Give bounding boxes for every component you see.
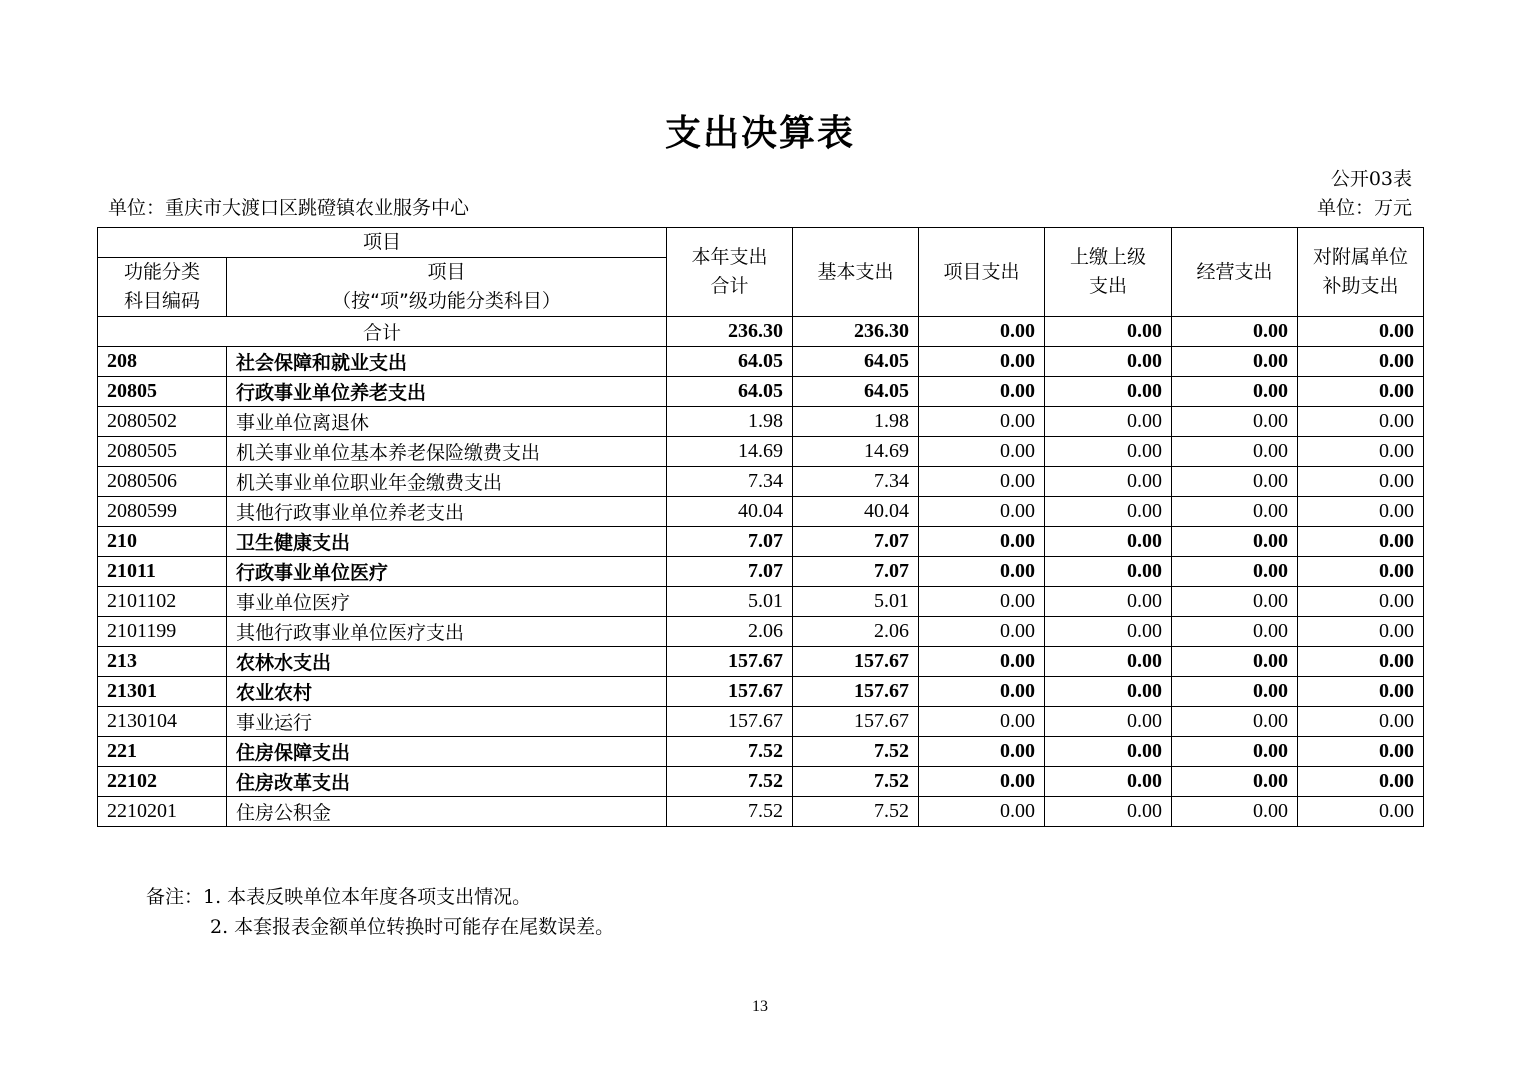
row-value: 0.00 xyxy=(1172,377,1298,407)
row-value: 0.00 xyxy=(1298,437,1424,467)
row-code: 213 xyxy=(98,647,227,677)
table-row xyxy=(98,467,1424,497)
row-code: 2130104 xyxy=(98,707,227,737)
row-code: 2101102 xyxy=(98,587,227,617)
row-name: 其他行政事业单位医疗支出 xyxy=(227,617,667,647)
row-value: 7.07 xyxy=(667,527,793,557)
row-value: 0.00 xyxy=(1172,497,1298,527)
row-value: 7.07 xyxy=(667,557,793,587)
row-value: 7.34 xyxy=(793,467,919,497)
row-value: 0.00 xyxy=(1045,377,1172,407)
row-value: 0.00 xyxy=(919,617,1045,647)
table-row xyxy=(98,617,1424,647)
row-value: 5.01 xyxy=(667,587,793,617)
header-project: 项目支出 xyxy=(919,228,1045,317)
row-value: 0.00 xyxy=(1045,407,1172,437)
row-value: 64.05 xyxy=(667,377,793,407)
total-cell: 236.30 xyxy=(667,317,793,347)
header-name: 项目 （按“项”级功能分类科目） xyxy=(227,258,667,317)
row-name: 住房改革支出 xyxy=(227,767,667,797)
row-value: 0.00 xyxy=(1045,347,1172,377)
row-value: 0.00 xyxy=(1045,617,1172,647)
row-value: 0.00 xyxy=(1298,557,1424,587)
row-value: 157.67 xyxy=(793,677,919,707)
row-value: 0.00 xyxy=(919,707,1045,737)
row-value: 0.00 xyxy=(1172,407,1298,437)
row-value: 0.00 xyxy=(919,587,1045,617)
row-value: 0.00 xyxy=(1298,647,1424,677)
row-value: 0.00 xyxy=(1298,377,1424,407)
table-row xyxy=(98,437,1424,467)
row-value: 0.00 xyxy=(919,497,1045,527)
row-value: 64.05 xyxy=(793,377,919,407)
row-code: 210 xyxy=(98,527,227,557)
row-value: 7.52 xyxy=(793,797,919,827)
row-value: 0.00 xyxy=(1298,497,1424,527)
table-row xyxy=(98,677,1424,707)
row-value: 0.00 xyxy=(1298,737,1424,767)
row-value: 0.00 xyxy=(1045,497,1172,527)
row-value: 0.00 xyxy=(1172,467,1298,497)
row-value: 0.00 xyxy=(1172,647,1298,677)
row-value: 0.00 xyxy=(1045,737,1172,767)
row-value: 40.04 xyxy=(793,497,919,527)
row-value: 0.00 xyxy=(919,467,1045,497)
row-value: 0.00 xyxy=(1045,527,1172,557)
table-row xyxy=(98,557,1424,587)
row-value: 0.00 xyxy=(1045,707,1172,737)
row-value: 0.00 xyxy=(1172,707,1298,737)
row-value: 7.34 xyxy=(667,467,793,497)
row-code: 21301 xyxy=(98,677,227,707)
row-value: 0.00 xyxy=(1045,797,1172,827)
row-value: 0.00 xyxy=(919,797,1045,827)
row-value: 0.00 xyxy=(1298,587,1424,617)
table-row xyxy=(98,527,1424,557)
row-name: 农林水支出 xyxy=(227,647,667,677)
header-total: 本年支出 合计 xyxy=(667,228,793,317)
note-line-2: 2. 本套报表金额单位转换时可能存在尾数误差。 xyxy=(210,916,615,938)
row-value: 157.67 xyxy=(667,677,793,707)
header-code: 功能分类 科目编码 xyxy=(98,258,227,317)
row-code: 2101199 xyxy=(98,617,227,647)
currency-unit: 单位：万元 xyxy=(1316,197,1412,219)
row-value: 64.05 xyxy=(667,347,793,377)
row-code: 2080506 xyxy=(98,467,227,497)
total-cell: 0.00 xyxy=(1172,317,1298,347)
total-cell: 0.00 xyxy=(919,317,1045,347)
row-value: 7.52 xyxy=(667,737,793,767)
row-name: 其他行政事业单位养老支出 xyxy=(227,497,667,527)
row-value: 0.00 xyxy=(1298,707,1424,737)
row-value: 0.00 xyxy=(919,437,1045,467)
row-value: 0.00 xyxy=(919,767,1045,797)
row-code: 21011 xyxy=(98,557,227,587)
row-value: 0.00 xyxy=(919,377,1045,407)
row-code: 221 xyxy=(98,737,227,767)
row-name: 机关事业单位职业年金缴费支出 xyxy=(227,467,667,497)
reporting-unit: 单位：重庆市大渡口区跳磴镇农业服务中心 xyxy=(108,197,470,219)
row-value: 157.67 xyxy=(667,647,793,677)
row-value: 5.01 xyxy=(793,587,919,617)
row-value: 7.52 xyxy=(793,767,919,797)
row-value: 7.52 xyxy=(667,797,793,827)
total-cell: 0.00 xyxy=(1045,317,1172,347)
row-value: 0.00 xyxy=(919,407,1045,437)
row-value: 2.06 xyxy=(667,617,793,647)
header-operating: 经营支出 xyxy=(1172,228,1298,317)
row-value: 0.00 xyxy=(1172,737,1298,767)
row-value: 0.00 xyxy=(919,557,1045,587)
form-number: 公开03表 xyxy=(1330,168,1412,190)
row-value: 0.00 xyxy=(1298,797,1424,827)
row-value: 7.52 xyxy=(667,767,793,797)
row-value: 7.07 xyxy=(793,527,919,557)
row-value: 0.00 xyxy=(1045,677,1172,707)
total-cell: 0.00 xyxy=(1298,317,1424,347)
row-value: 0.00 xyxy=(1298,467,1424,497)
row-value: 0.00 xyxy=(1172,797,1298,827)
row-value: 157.67 xyxy=(667,707,793,737)
row-code: 2080505 xyxy=(98,437,227,467)
table-row xyxy=(98,767,1424,797)
page-number: 13 xyxy=(752,998,768,1015)
table-row xyxy=(98,587,1424,617)
row-value: 0.00 xyxy=(1172,617,1298,647)
row-value: 7.07 xyxy=(793,557,919,587)
table-row xyxy=(98,377,1424,407)
row-value: 1.98 xyxy=(793,407,919,437)
row-value: 0.00 xyxy=(1298,407,1424,437)
row-value: 2.06 xyxy=(793,617,919,647)
row-value: 0.00 xyxy=(919,677,1045,707)
row-value: 0.00 xyxy=(1172,557,1298,587)
row-name: 卫生健康支出 xyxy=(227,527,667,557)
row-value: 157.67 xyxy=(793,707,919,737)
row-name: 事业单位离退休 xyxy=(227,407,667,437)
row-code: 2080502 xyxy=(98,407,227,437)
note-line-1: 备注：1. 本表反映单位本年度各项支出情况。 xyxy=(146,886,532,908)
row-value: 0.00 xyxy=(1045,647,1172,677)
row-value: 0.00 xyxy=(1045,587,1172,617)
row-value: 0.00 xyxy=(1172,587,1298,617)
table-row xyxy=(98,497,1424,527)
table-row xyxy=(98,647,1424,677)
row-value: 0.00 xyxy=(919,527,1045,557)
row-value: 0.00 xyxy=(1298,677,1424,707)
row-code: 208 xyxy=(98,347,227,377)
row-value: 0.00 xyxy=(919,647,1045,677)
row-value: 0.00 xyxy=(1298,347,1424,377)
total-label: 合计 xyxy=(98,317,667,347)
row-value: 0.00 xyxy=(1045,467,1172,497)
row-value: 157.67 xyxy=(793,647,919,677)
row-name: 行政事业单位养老支出 xyxy=(227,377,667,407)
row-value: 0.00 xyxy=(1172,527,1298,557)
row-value: 0.00 xyxy=(1298,767,1424,797)
notes xyxy=(146,882,614,942)
row-value: 14.69 xyxy=(793,437,919,467)
row-name: 事业单位医疗 xyxy=(227,587,667,617)
table-row xyxy=(98,407,1424,437)
row-value: 0.00 xyxy=(1172,347,1298,377)
row-value: 0.00 xyxy=(1045,437,1172,467)
row-name: 社会保障和就业支出 xyxy=(227,347,667,377)
row-value: 0.00 xyxy=(1298,617,1424,647)
row-value: 0.00 xyxy=(1045,557,1172,587)
row-name: 住房保障支出 xyxy=(227,737,667,767)
header-subsidy: 对附属单位 补助支出 xyxy=(1298,228,1424,317)
row-value: 0.00 xyxy=(1172,767,1298,797)
total-cell: 236.30 xyxy=(793,317,919,347)
table-row xyxy=(98,347,1424,377)
row-code: 22102 xyxy=(98,767,227,797)
row-value: 0.00 xyxy=(1172,437,1298,467)
table-row xyxy=(98,797,1424,827)
row-value: 7.52 xyxy=(793,737,919,767)
row-code: 2080599 xyxy=(98,497,227,527)
row-value: 0.00 xyxy=(919,737,1045,767)
row-value: 64.05 xyxy=(793,347,919,377)
row-value: 0.00 xyxy=(1298,527,1424,557)
row-value: 0.00 xyxy=(1045,767,1172,797)
row-name: 住房公积金 xyxy=(227,797,667,827)
header-basic: 基本支出 xyxy=(793,228,919,317)
expenditure-table xyxy=(97,227,1424,827)
total-row xyxy=(98,317,1424,347)
row-code: 20805 xyxy=(98,377,227,407)
row-value: 1.98 xyxy=(667,407,793,437)
header-upper: 上缴上级 支出 xyxy=(1045,228,1172,317)
row-name: 行政事业单位医疗 xyxy=(227,557,667,587)
row-name: 农业农村 xyxy=(227,677,667,707)
table-row xyxy=(98,737,1424,767)
row-value: 40.04 xyxy=(667,497,793,527)
row-value: 0.00 xyxy=(1172,677,1298,707)
row-value: 14.69 xyxy=(667,437,793,467)
table-row xyxy=(98,707,1424,737)
row-name: 事业运行 xyxy=(227,707,667,737)
header-project-group: 项目 xyxy=(98,228,667,258)
row-name: 机关事业单位基本养老保险缴费支出 xyxy=(227,437,667,467)
row-code: 2210201 xyxy=(98,797,227,827)
row-value: 0.00 xyxy=(919,347,1045,377)
page-title: 支出决算表 xyxy=(664,113,855,154)
